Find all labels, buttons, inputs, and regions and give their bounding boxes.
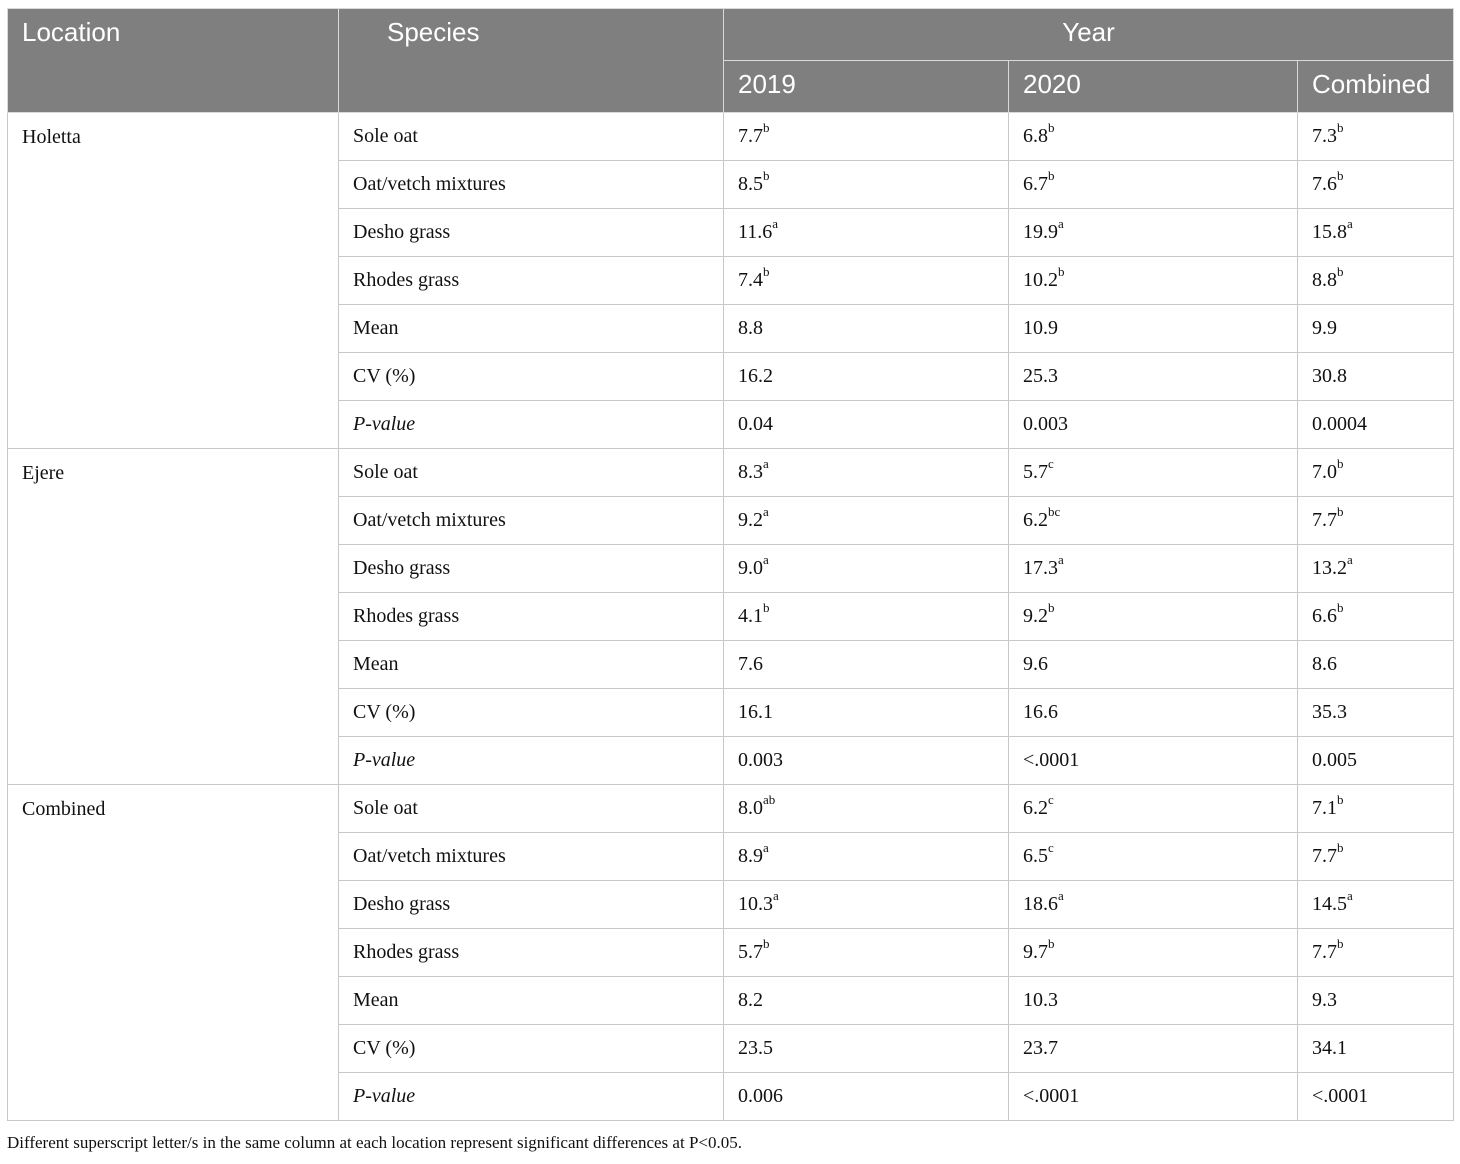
cell-value: 23.7 [1023,1037,1058,1059]
cell-value: 8.8 [1312,269,1337,291]
species-cell: CV (%) [339,689,724,737]
value-cell [1298,593,1454,641]
species-cell: P-value [339,1073,724,1121]
cell-value: 9.3 [1312,989,1337,1011]
species-cell: Desho grass [339,881,724,929]
value-cell [1298,689,1454,737]
value-cell [1298,737,1454,785]
cell-value: 16.1 [738,701,773,723]
significance-letter: b [1337,504,1344,520]
table-footnote: Different superscript letter/s in the same column at each location represent significant differences at P<0.05. [7,1133,742,1152]
cell-value: 0.006 [738,1085,783,1107]
cell-value: 25.3 [1023,365,1058,387]
significance-letter: b [1058,264,1065,280]
significance-letter: b [763,120,770,136]
species-cell: Oat/vetch mixtures [339,497,724,545]
significance-letter: b [763,168,770,184]
cell-value: 17.3 [1023,557,1058,579]
significance-letter: a [1347,888,1353,904]
cell-value: 30.8 [1312,365,1347,387]
value-cell [724,977,1009,1025]
significance-letter: c [1048,456,1054,472]
value-cell [724,161,1009,209]
significance-letter: a [1058,888,1064,904]
value-cell [724,1073,1009,1121]
species-cell: Mean [339,641,724,689]
species-cell: Sole oat [339,449,724,497]
cell-value: 23.5 [738,1037,773,1059]
species-cell: CV (%) [339,1025,724,1073]
value-cell [724,497,1009,545]
cell-value: 8.6 [1312,653,1337,675]
significance-letter: a [1347,552,1353,568]
significance-letter: c [1048,840,1054,856]
value-cell [1009,785,1298,833]
location-cell: Holetta [8,113,339,449]
cell-value: 9.9 [1312,317,1337,339]
significance-letter: b [1048,936,1055,952]
value-cell [724,929,1009,977]
value-cell [1298,641,1454,689]
significance-letter: a [763,456,769,472]
species-cell: Mean [339,977,724,1025]
cell-value: 9.7 [1023,941,1048,963]
significance-letter: ab [763,792,776,808]
species-cell: Sole oat [339,113,724,161]
location-cell: Combined [8,785,339,1121]
cell-value: 8.5 [738,173,763,195]
cell-value: 0.005 [1312,749,1357,771]
significance-letter: a [773,888,779,904]
significance-letter: b [1337,456,1344,472]
cell-value: 9.0 [738,557,763,579]
significance-letter: b [1337,600,1344,616]
value-cell [1009,305,1298,353]
cell-value: 19.9 [1023,221,1058,243]
cell-value: 7.6 [738,653,763,675]
value-cell [724,449,1009,497]
significance-letter: b [1337,264,1344,280]
value-cell [1009,1073,1298,1121]
value-cell [1298,353,1454,401]
table-row [8,449,1454,497]
cell-value: 6.5 [1023,845,1048,867]
significance-letter: a [1058,216,1064,232]
table-row [8,785,1454,833]
value-cell [724,113,1009,161]
significance-letter: b [1337,840,1344,856]
value-cell [1009,1025,1298,1073]
header-location: Location [8,9,339,113]
value-cell [1298,257,1454,305]
cell-value: 7.7 [1312,509,1337,531]
value-cell [724,305,1009,353]
cell-value: 6.2 [1023,509,1048,531]
cell-value: 7.0 [1312,461,1337,483]
cell-value: <.0001 [1023,1085,1080,1107]
significance-letter: a [763,552,769,568]
value-cell [1009,209,1298,257]
cell-value: 0.003 [738,749,783,771]
value-cell [724,209,1009,257]
value-cell [1298,545,1454,593]
value-cell [724,641,1009,689]
significance-letter: b [1337,168,1344,184]
value-cell [1009,113,1298,161]
cell-value: 6.8 [1023,125,1048,147]
cell-value: 8.3 [738,461,763,483]
cell-value: 8.8 [738,317,763,339]
header-year: Year [724,9,1454,61]
cell-value: 8.2 [738,989,763,1011]
cell-value: <.0001 [1023,749,1080,771]
species-cell: Rhodes grass [339,593,724,641]
cell-value: 5.7 [738,941,763,963]
value-cell [724,689,1009,737]
header-row-top [8,9,1454,61]
value-cell [1009,545,1298,593]
value-cell [1298,305,1454,353]
value-cell [724,737,1009,785]
value-cell [724,833,1009,881]
value-cell [1298,833,1454,881]
cell-value: 35.3 [1312,701,1347,723]
cell-value: 9.6 [1023,653,1048,675]
value-cell [724,1025,1009,1073]
cell-value: 6.6 [1312,605,1337,627]
significance-letter: b [1048,600,1055,616]
value-cell [1009,593,1298,641]
value-cell [724,353,1009,401]
significance-letter: b [1337,120,1344,136]
header-year-2020: 2020 [1009,61,1298,113]
cell-value: 7.7 [738,125,763,147]
significance-letter: a [1347,216,1353,232]
significance-letter: b [1337,936,1344,952]
value-cell [1009,641,1298,689]
cell-value: 0.04 [738,413,773,435]
cell-value: 4.1 [738,605,763,627]
species-cell: Mean [339,305,724,353]
cell-value: 18.6 [1023,893,1058,915]
species-cell: Desho grass [339,209,724,257]
cell-value: 5.7 [1023,461,1048,483]
species-cell: Oat/vetch mixtures [339,161,724,209]
cell-value: 15.8 [1312,221,1347,243]
value-cell [1298,209,1454,257]
significance-letter: b [1048,120,1055,136]
value-cell [1009,401,1298,449]
significance-letter: b [1337,792,1344,808]
cell-value: 10.3 [1023,989,1058,1011]
value-cell [1298,929,1454,977]
value-cell [1009,881,1298,929]
results-table [7,8,1454,1121]
value-cell [1009,833,1298,881]
cell-value: 16.2 [738,365,773,387]
value-cell [1009,449,1298,497]
cell-value: 9.2 [738,509,763,531]
cell-value: 9.2 [1023,605,1048,627]
value-cell [1298,1073,1454,1121]
cell-value: 34.1 [1312,1037,1347,1059]
significance-letter: a [1058,552,1064,568]
header-year-combined: Combined [1298,61,1454,113]
value-cell [1009,929,1298,977]
cell-value: 0.0004 [1312,413,1367,435]
cell-value: 13.2 [1312,557,1347,579]
cell-value: 6.7 [1023,173,1048,195]
cell-value: 10.3 [738,893,773,915]
cell-value: 7.4 [738,269,763,291]
cell-value: 14.5 [1312,893,1347,915]
cell-value: <.0001 [1312,1085,1369,1107]
cell-value: 0.003 [1023,413,1068,435]
value-cell [1298,401,1454,449]
value-cell [1009,737,1298,785]
value-cell [1009,161,1298,209]
cell-value: 8.0 [738,797,763,819]
species-cell: P-value [339,737,724,785]
value-cell [1298,977,1454,1025]
cell-value: 7.7 [1312,941,1337,963]
cell-value: 6.2 [1023,797,1048,819]
species-cell: Rhodes grass [339,257,724,305]
cell-value: 16.6 [1023,701,1058,723]
species-cell: Desho grass [339,545,724,593]
value-cell [724,401,1009,449]
value-cell [1298,161,1454,209]
value-cell [1298,1025,1454,1073]
species-cell: P-value [339,401,724,449]
significance-letter: a [763,504,769,520]
significance-letter: a [763,840,769,856]
value-cell [724,785,1009,833]
value-cell [724,545,1009,593]
cell-value: 10.9 [1023,317,1058,339]
value-cell [1009,689,1298,737]
value-cell [1009,497,1298,545]
significance-letter: c [1048,792,1054,808]
species-cell: Rhodes grass [339,929,724,977]
cell-value: 7.1 [1312,797,1337,819]
value-cell [1009,353,1298,401]
value-cell [1009,977,1298,1025]
value-cell [1298,785,1454,833]
value-cell [724,881,1009,929]
significance-letter: a [772,216,779,232]
header-species: Species [339,9,724,113]
significance-letter: b [1048,168,1055,184]
value-cell [1298,497,1454,545]
table-row [8,113,1454,161]
species-cell: Sole oat [339,785,724,833]
cell-value: 7.3 [1312,125,1337,147]
value-cell [724,257,1009,305]
cell-value: 8.9 [738,845,763,867]
significance-letter: bc [1048,504,1061,520]
value-cell [1298,113,1454,161]
value-cell [1009,257,1298,305]
cell-value: 10.2 [1023,269,1058,291]
value-cell [1298,449,1454,497]
table-header [8,9,1454,113]
species-cell: CV (%) [339,353,724,401]
cell-value: 7.6 [1312,173,1337,195]
table-body [8,113,1454,1121]
species-cell: Oat/vetch mixtures [339,833,724,881]
location-cell: Ejere [8,449,339,785]
value-cell [724,593,1009,641]
cell-value: 7.7 [1312,845,1337,867]
significance-letter: b [763,600,770,616]
cell-value: 11.6 [738,221,773,243]
significance-letter: b [763,264,770,280]
significance-letter: b [763,936,770,952]
header-year-2019: 2019 [724,61,1009,113]
value-cell [1298,881,1454,929]
